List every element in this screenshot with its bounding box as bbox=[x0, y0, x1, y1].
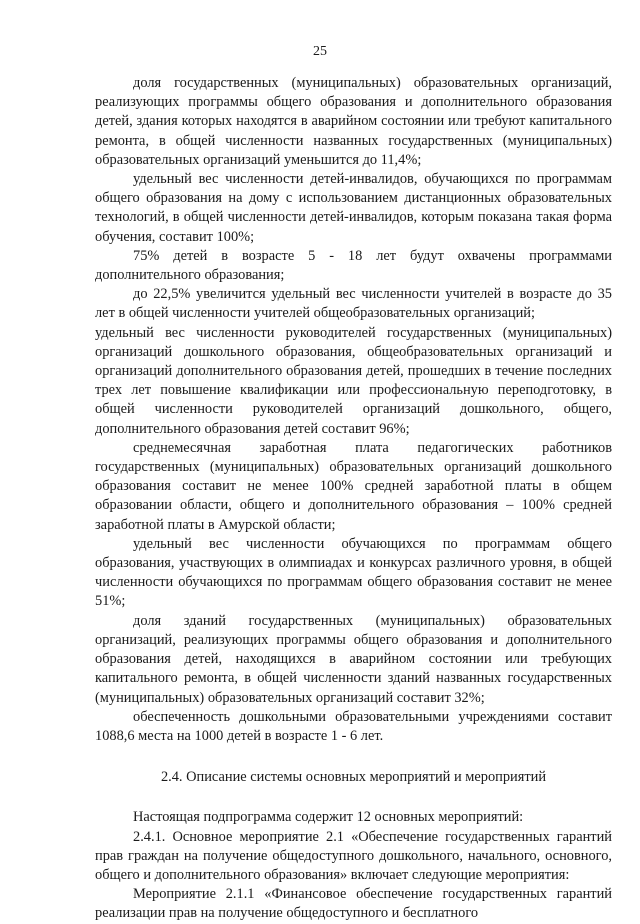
paragraph-intro: Настоящая подпрограмма содержит 12 основных мероприятий: bbox=[133, 809, 524, 826]
document-body bbox=[95, 74, 612, 924]
paragraph-indicator-9: обеспеченность дошкольными образовательными учреждениями составит 1088,6 места на 1000 детей в возрасте 1 - 6 лет. bbox=[95, 708, 612, 744]
paragraph-indicator-5: удельный вес численности руководителей государственных (муниципальных) организаций дошкольного образования, общеобразовательных организаций и организаций дополнительного образования детей, прошедших в течение последних трех лет повышение квалификации или профессиональную переподготовку, в общей численности руководителей организаций дошкольного, общего, дополнительного образования детей составит 96%; bbox=[95, 324, 612, 437]
paragraph-indicator-6: среднемесячная заработная плата педагогических работников государственных (муниципальных) образовательных организаций дошкольного образования составит не менее 100% средней заработной платы в общем образовании области, общего и дополнительного образования – 100% средней заработной платы в Амурской области; bbox=[95, 439, 612, 533]
paragraph-indicator-1: доля государственных (муниципальных) образовательных организаций, реализующих программы общего образования и дополнительного образования детей, здания которых находятся в аварийном состоянии или требуют капитального ремонта, в общей численности названных государственных (муниципальных) образовательных организаций уменьшится до 11,4%; bbox=[95, 75, 612, 168]
paragraph-indicator-3: 75% детей в возрасте 5 - 18 лет будут охвачены программами дополнительного образования; bbox=[95, 247, 612, 284]
paragraph-activity-2-1-1: Мероприятие 2.1.1 «Финансовое обеспечение государственных гарантий реализации прав на получение общедоступного и бесплатного bbox=[95, 886, 612, 922]
paragraph-indicator-7: удельный вес численности обучающихся по программам общего образования, участвующих в олимпиадах и конкурсах различного уровня, в общей численности обучающихся по программам общего образования составит не менее 51%; bbox=[95, 535, 612, 610]
paragraph-main-activity: 2.4.1. Основное мероприятие 2.1 «Обеспечение государственных гарантий прав граждан на получение общедоступного дошкольного, начального, основного, общего и дополнительного образования» включает следующие мероприятия: bbox=[95, 828, 612, 883]
paragraph-indicator-4: до 22,5% увеличится удельный вес численности учителей в возрасте до 35 лет в общей численности учителей общеобразовательных организаций; bbox=[95, 286, 612, 322]
paragraph-indicator-2: удельный вес численности детей-инвалидов, обучающихся по программам общего образования на дому с использованием дистанционных образовательных технологий, в общей численности детей-инвалидов, которым показана такая форма обучения, составит 100%; bbox=[95, 171, 612, 245]
section-heading: 2.4. Описание системы основных мероприятий и мероприятий bbox=[160, 769, 547, 786]
page-number: 25 bbox=[313, 44, 327, 59]
paragraph-indicator-8: доля зданий государственных (муниципальных) образовательных организаций, реализующих программы общего образования и дополнительного образования детей, находящихся в аварийном состоянии или требующих капитального ремонта, в общей численности зданий названных государственных (муниципальных) образовательных организаций составит 32%; bbox=[95, 612, 612, 706]
